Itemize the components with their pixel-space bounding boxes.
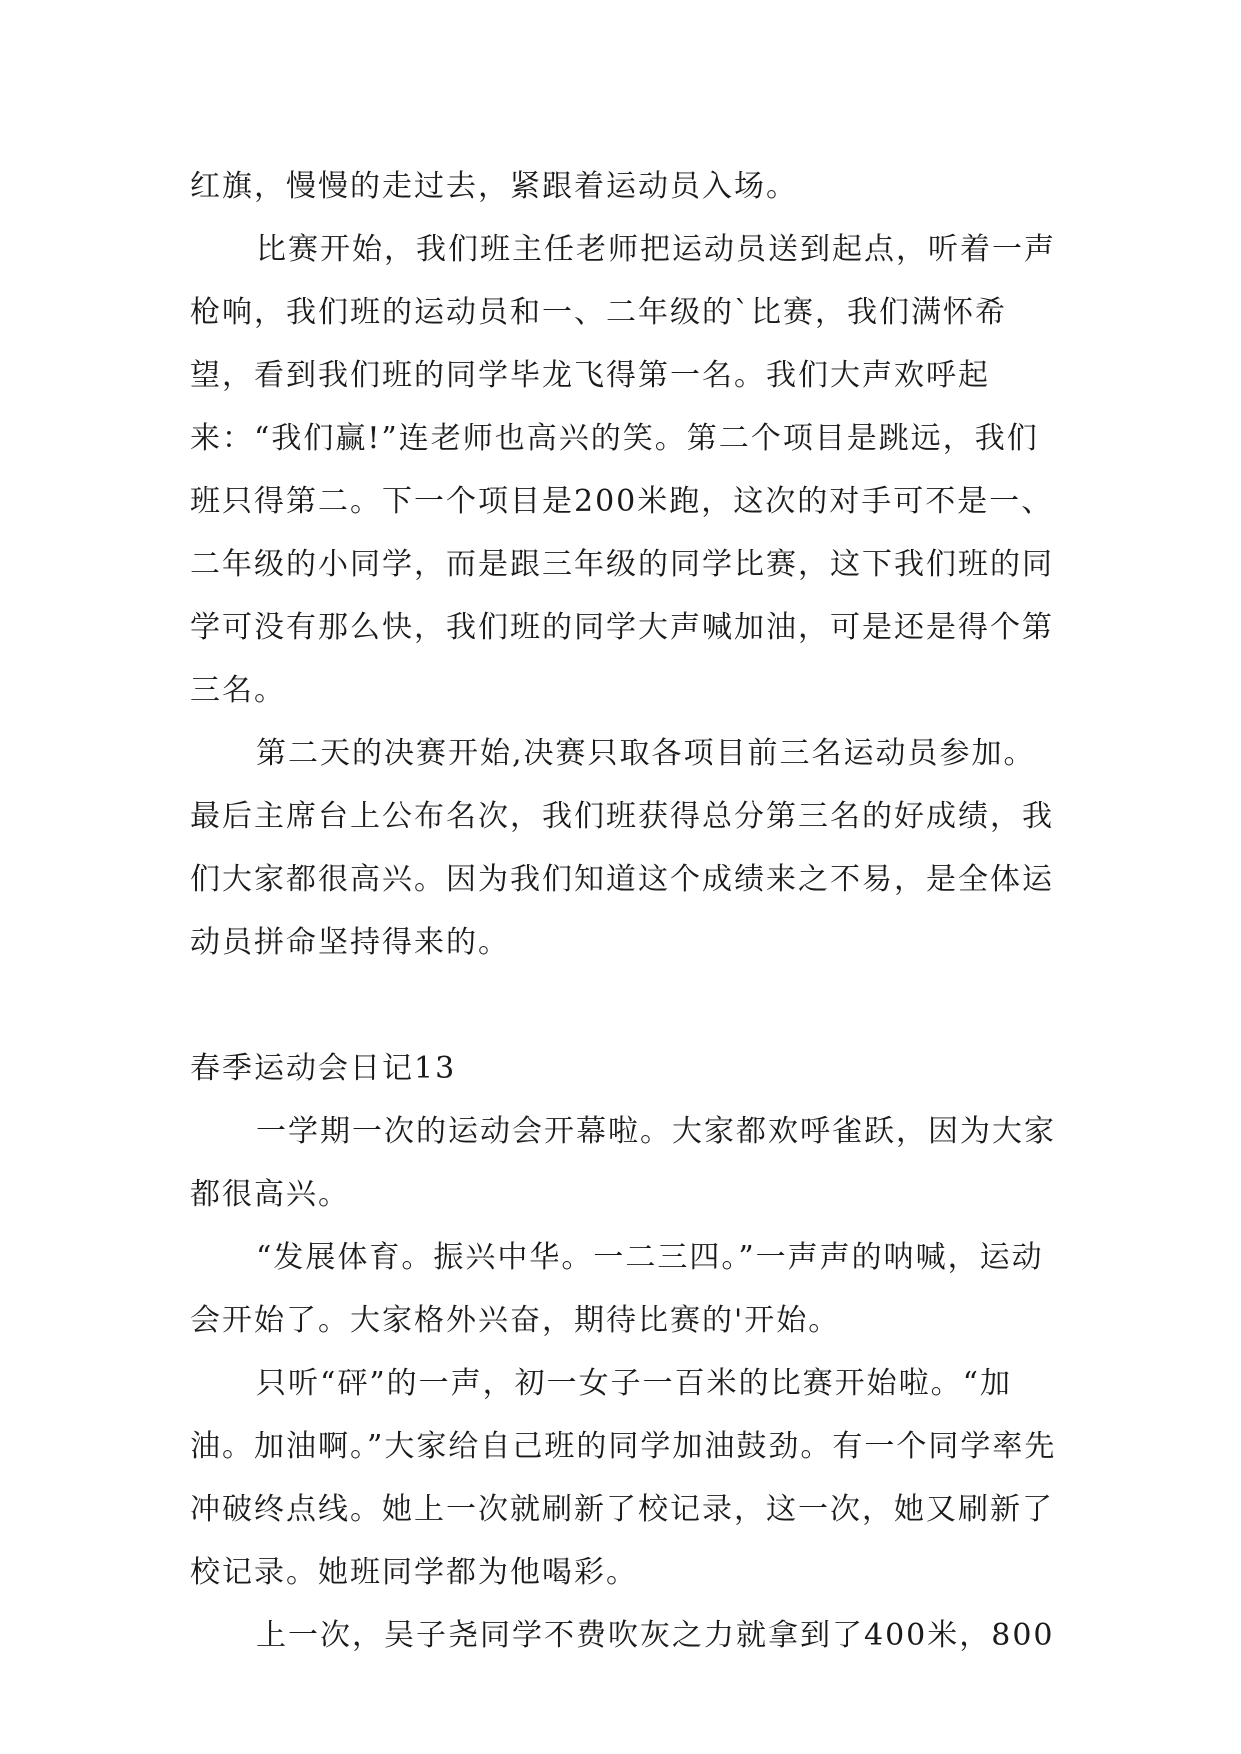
document-body [190, 155, 1065, 1667]
paragraph-400m: 上一次，吴子尧同学不费吹灰之力就拿到了400米，800 [256, 1618, 1055, 1653]
paragraph-race-start: 比赛开始，我们班主任老师把运动员送到起点，听着一声枪响，我们班的运动员和一、二年级的`比赛，我们满怀希望，看到我们班的同学毕龙飞得第一名。我们大声欢呼起来：“我们赢!”连老师也高兴的笑。第二个项目是跳远，我们班只得第二。下一个项目是200米跑，这次的对手可不是一、二年级的小同学，而是跟三年级的同学比赛，这下我们班的同学可没有那么快，我们班的同学大声喊加油，可是还是得个第三名。 [190, 232, 1056, 708]
paragraph-continuation: 红旗，慢慢的走过去，紧跟着运动员入场。 [190, 169, 798, 204]
section-title: 春季运动会日记13 [190, 1051, 457, 1086]
paragraph-finals: 第二天的决赛开始,决赛只取各项目前三名运动员参加。最后主席台上公布名次，我们班获得总分第三名的好成绩，我们大家都很高兴。因为我们知道这个成绩来之不易，是全体运动员拼命坚持得来的。 [190, 736, 1054, 960]
paragraph-slogan: “发展体育。振兴中华。一二三四。”一声声的呐喊，运动会开始了。大家格外兴奋，期待比赛的'开始。 [190, 1240, 1044, 1338]
section-spacer [190, 974, 1065, 1037]
paragraph-opening: 一学期一次的运动会开幕啦。大家都欢呼雀跃，因为大家都很高兴。 [190, 1114, 1056, 1212]
paragraph-100m: 只听“砰”的一声，初一女子一百米的比赛开始啦。“加油。加油啊。”大家给自己班的同学加油鼓劲。有一个同学率先冲破终点线。她上一次就刷新了校记录，这一次，她又刷新了校记录。她班同学都为他喝彩。 [190, 1366, 1057, 1590]
